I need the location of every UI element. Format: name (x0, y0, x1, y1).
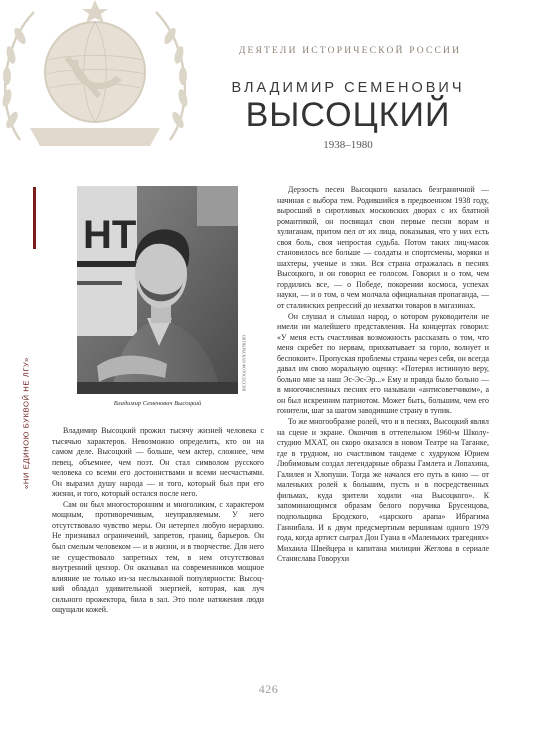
person-last-name: ВЫСОЦКИЙ (245, 96, 451, 134)
photo-caption: Владимир Семенович Высоцкий (113, 400, 202, 407)
paragraph: Он слушал и слышал народ, о котором руководители не имели ни малейшего представления. На концертах говорил: «У меня есть счастливая возможность рассказать о том, что меня скребет по нервам, прихватывает за горло, волнует и беспокоит». Пропуская проблемы страны через себя, он всегда давал им свою моральную оценку: «Потерял истинную веру, больно мне за наш Эс-Эс-Эр...» Ему и правда было больно — в многочисленных песнях его называли «антисоветчиком», а он был искренним патриотом. Может быть, большим, чем его гонители, шаг за шагом заводившие страну в тупик. (277, 311, 489, 416)
paragraph: Дерзость песен Высоцкого казалась безграничной — начиная с выбора тем. Родившийся в предвоенном 1938 году, выросший в сиротливых московских дворах с их блатной романтикой, он посвящал свои первые песни ворам и хулиганам, притом пел от их лица, показывая, что у них есть своя боль, своя непростая судьба. Потом таких лиц-масок становилось все больше — солдаты и спортсмены, моряки и шахтеры, ученые и зэки. Вся страна отражалась в песнях Высоцкого, и он говорил ее голосом. Говорил и о том, чем гордились все, — о Победе, покорении космоса, успехах науки, — и о том, о чем молчала официальная пропаганда, — от сталинских репрессий до нехватки товаров в магазинах. (277, 185, 489, 311)
text-column-right (277, 185, 489, 565)
ussr-emblem-icon (0, 0, 190, 150)
side-quote (17, 185, 35, 660)
paragraph: Сам он был многосторонним и многоликим, с характером мощным, противоречивым, неуправляемым. У него отсутствовало чувство меры. Он нетерпел любую иерархию. Не признавал ограничений, запретов, границ, барьеров. Он был смелым человеком — и в жизни, и в творчестве. Для него не существовало запретных тем, в нем отсутствовал внутренний цензор. Он оказывал на современников мощное влияние не только из-за неслыханной популярности: Высоцкий обладал удивительной энергией, которая, как луч сильного прожектора, била в зал. Это поле натяжения люди ощущали кожей. (52, 499, 264, 615)
page-number: 426 (258, 682, 279, 696)
side-quote-text: «НИ ЕДИНОЮ БУКВОЙ НЕ ЛГУ» (21, 356, 31, 489)
section-title: ДЕЯТЕЛИ ИСТОРИЧЕСКОЙ РОССИИ (238, 46, 462, 56)
paragraph: То же многообразие ролей, что и в песнях, Высоцкий являл на сцене и экране. Окончив в оттепельном 1960-м Школу-студию МХАТ, он скоро оказался в новом Театре на Таганке, где в трудном, но счастливом тандеме с худруком Юрием Любимовым создал легендарные образы Гамлета и Лопахина, Галилея и Хлопуши. Тогда же начался его путь в кино — от маленьких ролей к большим, пусть и в посредственных фильмах, куда зрители ходили «на Высоцкого». К запоминающимся образам белого поручика Брусенцова, подпольщика Бродского, «царского арапа» Ибрагима Ганнибала. И к двум предсмертным вершинам одного 1979 года, когда артист сыграл Дон Гуана в «Маленьких трагедиях» Михаила Швейцера и капитана милиции Жеглова в сериале Станислава Говорухи (277, 417, 489, 564)
paragraph: Владимир Высоцкий прожил тысячу жизней человека с тысячью характеров. Невозможно определить, кто он на самом деле. Высоцкий — больше, чем актер, сложнее, чем певец, объемнее, чем поэт. Он стал символом русского человека со всеми его достоинствами и всеми несчастьями. Он выразил душу народа — и того, который был при его жизни, и того, который остался после него. (52, 426, 264, 499)
person-first-name: ВЛАДИМИР СЕМЕНОВИЧ (231, 80, 465, 96)
life-years: 1938–1980 (323, 139, 373, 151)
poster-lettering: НТ (83, 213, 137, 257)
portrait-photo (77, 186, 238, 394)
photo-credit-text: ОКТЯБРЬСКАЯ ФОТОСЕССИЯ (241, 334, 247, 392)
text-column-left (52, 426, 264, 616)
side-accent-bar (33, 187, 36, 249)
portrait-image (77, 186, 238, 394)
photo-credit (240, 332, 248, 394)
